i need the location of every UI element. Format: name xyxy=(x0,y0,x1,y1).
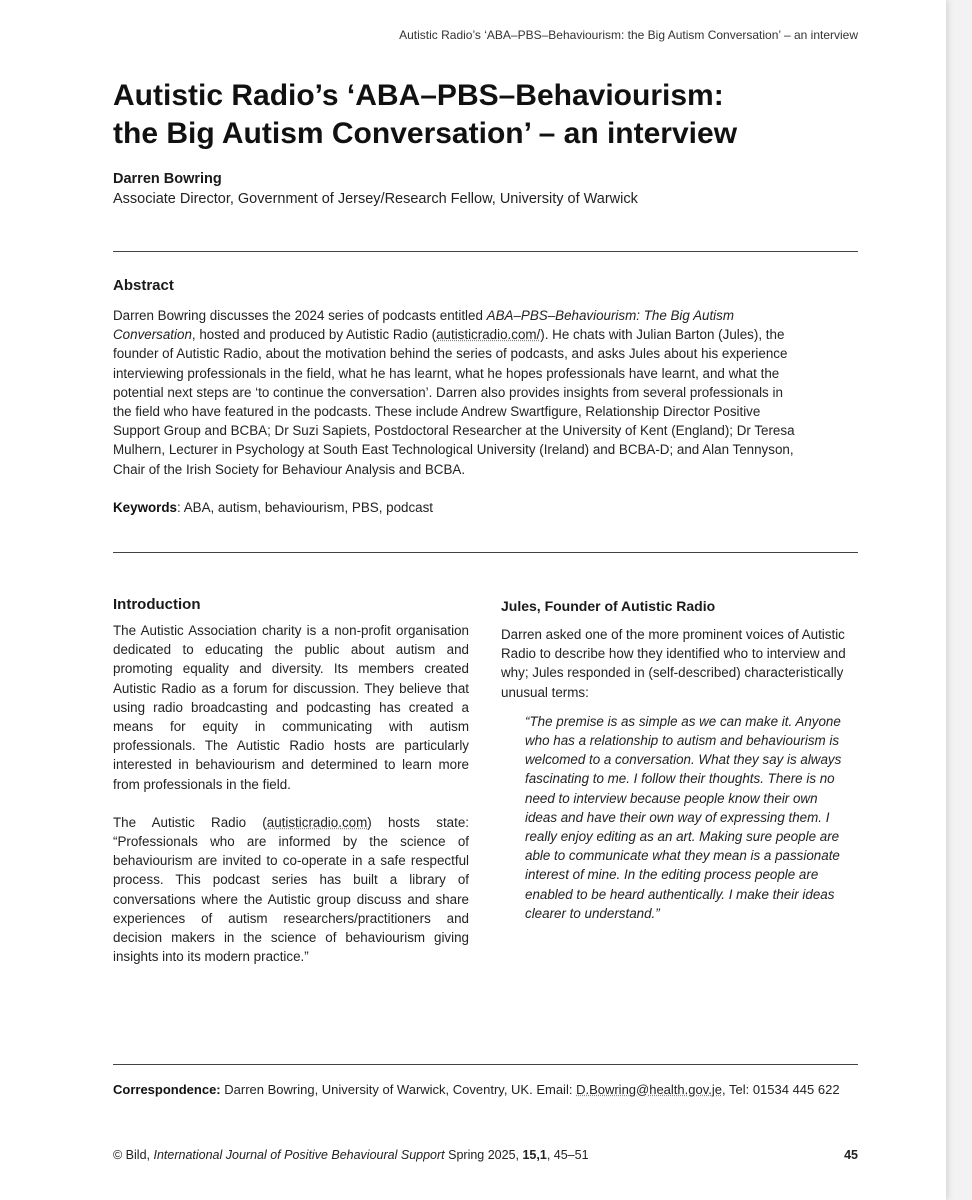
introduction-heading: Introduction xyxy=(113,596,201,613)
abstract-part-1: Darren Bowring discusses the 2024 series of podcasts entitled xyxy=(113,308,487,323)
jules-section xyxy=(501,596,857,923)
introduction-paragraph-2 xyxy=(113,813,469,967)
abstract-series-title: ABA–PBS–Behaviourism: The Big Autism Conversation xyxy=(113,308,734,343)
jules-heading: Jules, Founder of Autistic Radio xyxy=(501,598,716,614)
jules-quote: “The premise is as simple as we can make it. Anyone who has a relationship to autism and behaviourism is welcomed to a conversation. What they say is always fascinating to me. I follow their thoughts. There is no need to interview because people know their own ideas and have their own way of expressing them. I really enjoy editing as an art. Making sure people are able to communicate what they mean is a passionate interest of mine. In the editing process people are enabled to be heard authentically. I make their ideas clearer to understand.” xyxy=(525,713,842,921)
footer-volume: 15,1 xyxy=(522,1148,547,1162)
intro-para2-link[interactable]: autisticradio.com xyxy=(266,814,368,830)
page-number: 45 xyxy=(844,1148,858,1162)
running-head: Autistic Radio’s ‘ABA–PBS–Behaviourism: the Big Autism Conversation’ – an interview xyxy=(399,28,858,42)
intro-para2-end: ) hosts state: “Professionals who are informed by the science of behaviourism are invited to co-operate in a safe respectful process. This podcast series has built a library of conversations where the Autistic group discuss and share experiences of autism researchers/practitioners and decision makers in the science of behaviourism giving insights into its modern practice.” xyxy=(113,814,470,965)
introduction-paragraph-1: The Autistic Association charity is a non-profit organisation dedicated to educating the public about autism and promoting equality and diversity. Its members created Autistic Radio as a forum for discussion. They believe that using radio broadcasting and podcasting has created a means for equity in communicating with autism professionals. The Autistic Radio hosts are particularly interested in behaviourism and determined to learn more from professionals in the field. xyxy=(113,623,469,792)
keywords-text: : ABA, autism, behaviourism, PBS, podcast xyxy=(177,500,434,515)
page-footer xyxy=(113,1148,858,1162)
abstract-text xyxy=(113,306,803,479)
abstract-heading: Abstract xyxy=(113,277,174,294)
correspondence-label: Correspondence: xyxy=(113,1082,221,1097)
footer-issue-1: Spring 2025, xyxy=(444,1148,523,1162)
abstract-part-2: , hosted and produced by Autistic Radio ( xyxy=(191,327,437,343)
title-line-1: Autistic Radio’s ‘ABA–PBS–Behaviourism: xyxy=(113,79,724,112)
correspondence-text-1: Darren Bowring, University of Warwick, Coventry, UK. Email: xyxy=(220,1082,577,1097)
intro-para2-start: The Autistic Radio ( xyxy=(113,814,267,830)
author-affiliation: Associate Director, Government of Jersey/Research Fellow, University of Warwick xyxy=(113,191,638,207)
jules-paragraph: Darren asked one of the more prominent voices of Autistic Radio to describe how they identified who to interview and why; Jules responded in (self-described) characteristically unusual terms: xyxy=(501,627,846,700)
author-name: Darren Bowring xyxy=(113,171,222,187)
footer-issue-2: , 45–51 xyxy=(546,1148,589,1162)
title-line-2: the Big Autism Conversation’ – an interview xyxy=(113,117,738,150)
divider-middle xyxy=(113,552,858,553)
introduction-section xyxy=(113,596,469,966)
correspondence-email-link[interactable]: D.Bowring@health.gov.je xyxy=(576,1082,722,1097)
divider-bottom xyxy=(113,1064,858,1065)
article-title xyxy=(113,77,873,153)
correspondence-text-2: , Tel: 01534 445 622 xyxy=(721,1082,840,1097)
keywords-label: Keywords xyxy=(113,500,177,515)
keywords xyxy=(113,500,433,515)
divider-top xyxy=(113,251,858,252)
abstract-part-3: ). He chats with Julian Barton (Jules), the founder of Autistic Radio, about the motivation behind the series of podcasts, and asks Jules about his experience interviewing professionals in the field, what he has learnt, what he hopes professionals have learnt, and what the potential next steps are ‘to continue the conversation’. Darren also provides insights from several professionals in the field who have featured in the podcasts. These include Andrew Swartfigure, Relationship Director Positive Support Group and BCBA; Dr Suzi Sapiets, Postdoctoral Researcher at the University of Kent (England); Dr Teresa Mulhern, Lecturer in Psychology at South East Technological University (Ireland) and BCBA-D; and Alan Tennyson, Chair of the Irish Society for Behaviour Analysis and BCBA. xyxy=(113,327,795,477)
abstract-link[interactable]: autisticradio.com/ xyxy=(436,327,541,343)
correspondence xyxy=(113,1082,840,1097)
footer-prefix: © Bild, xyxy=(113,1148,154,1162)
footer-journal: International Journal of Positive Behavioural Support xyxy=(153,1148,445,1162)
